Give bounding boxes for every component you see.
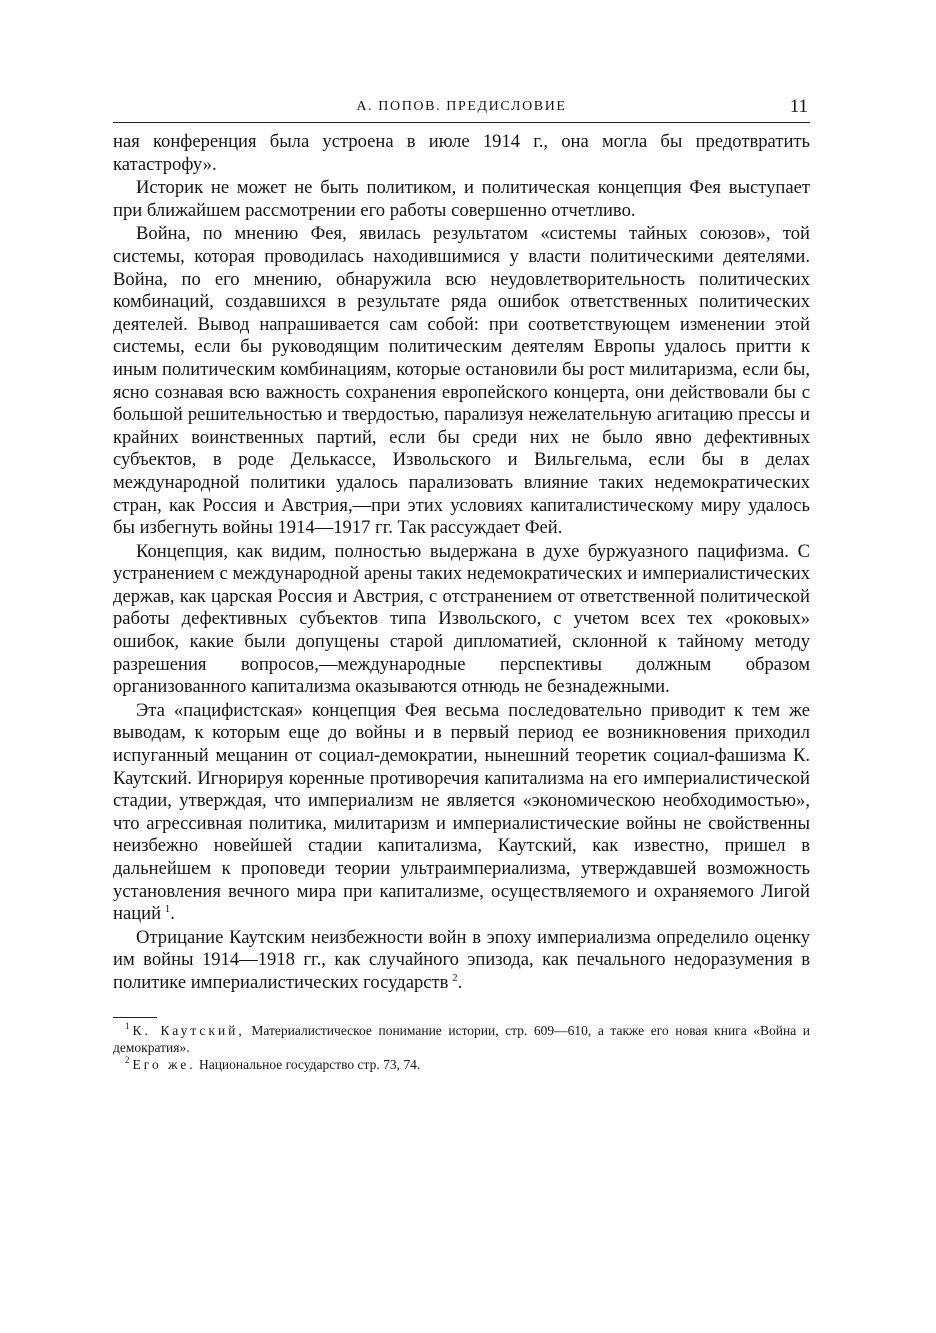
- paragraph-concept: Концепция, как видим, полностью выдержана в духе буржуазного пацифизма. С устранением с международной арены таких недемократических и империалистических держав, как царская Россия и Австрия, с отстранением от ответственной политической работы дефективных субъектов типа Извольского, с учетом всех тех «роковых» ошибок, какие были допущены старой дипломатией, склонной к тайному методу разрешения вопросов,—международные перспективы должным образом организованного капитализма оказываются отнюдь не безнадежными.: [113, 540, 810, 698]
- paragraph-pacifist-text: Эта «пацифистская» концепция Фея весьма последовательно приводит к тем же выводам, к которым еще до войны и в первый период ее возникновения приходил испуганный мещанин от социал-демократии, нынешний теоретик социал-фашизма К. Каутский. Игнорируя коренные противоречия капитализма на его империалистической стадии, утверждая, что империализм не является «экономическою необходимостью», что агрессивная политика, милитаризм и империалистические войны не свойственны неизбежно новейшей стадии капитализма, Каутский, как известно, пришел в дальнейшем к проповеди теории ультраимпериализма, утверждавшей возможность установления вечного мира при капитализме, осуществляемого и охраняемого Лигой наций: [113, 699, 810, 925]
- footnote-ref-2[interactable]: 2: [452, 971, 458, 984]
- paragraph-historian: Историк не может не быть политиком, и политическая концепция Фея выступает при ближайшем рассмотрении его работы совершенно отчетливо.: [113, 177, 810, 221]
- paragraph-denial: [113, 927, 810, 995]
- paragraph-denial-text: Отрицание Каутским неизбежности войн в эпоху империализма определило оценку им войны 1914—1918 гг., как случайного эпизода, как печального недоразумения в политике империалистических государств: [113, 926, 810, 993]
- footnote-divider: [113, 1017, 157, 1018]
- running-title: А. ПОПОВ. ПРЕДИСЛОВИЕ: [356, 99, 567, 114]
- page-number: 11: [789, 96, 808, 117]
- body-text: [113, 131, 810, 995]
- running-header: [113, 96, 810, 123]
- paragraph-continuation: ная конференция была устроена в июле 1914 г., она могла бы предотвратить катастрофу».: [113, 131, 810, 175]
- book-page: [113, 96, 810, 1073]
- footnote-text: Материалистическое понимание истории, стр. 609—610, а также его новая книга «Война и демократия».: [113, 1022, 810, 1055]
- footnote-mark: 2: [125, 1055, 130, 1066]
- paragraph-war-cause: Война, по мнению Фея, явилась результатом «системы тайных союзов», той системы, которая проводилась находившимися у власти политическими деятелями. Война, по его мнению, обнаружила всю неудовлетворительность политических комбинаций, создавшихся в результате ряда ошибок ответственных политических деятелей. Вывод напрашивается сам собой: при соответствующем изменении этой системы, если бы руководящим политическим деятелям Европы удалось притти к иным политическим комбинациям, которые остановили бы рост милитаризма, если бы, ясно сознавая всю важность сохранения европейского концерта, они действовали бы с большой решительностью и твердостью, парализуя нежелательную агитацию прессы и крайних воинственных партий, если бы среди них не было явно дефективных субъектов, в роде Делькассе, Извольского и Вильгельма, если бы в делах международной политики удалось парализовать влияние таких недемократических стран, как Россия и Австрия,—при этих условиях капиталистическому миру удалось бы избегнуть войны 1914—1917 гг. Так рассуждает Фей.: [113, 223, 810, 539]
- footnote-author: К. Каутский,: [132, 1022, 245, 1038]
- paragraph-pacifist-tail: .: [170, 903, 175, 925]
- footnotes: [113, 1022, 810, 1073]
- paragraph-pacifist: [113, 700, 810, 926]
- footnote-2: [113, 1056, 810, 1073]
- footnote-author: Его же.: [132, 1056, 196, 1072]
- footnote-text: Национальное государство стр. 73, 74.: [198, 1056, 421, 1072]
- footnote-1: [113, 1022, 810, 1056]
- footnote-ref-1[interactable]: 1: [164, 903, 171, 915]
- paragraph-denial-tail: .: [457, 971, 463, 993]
- footnote-mark: 1: [125, 1021, 130, 1032]
